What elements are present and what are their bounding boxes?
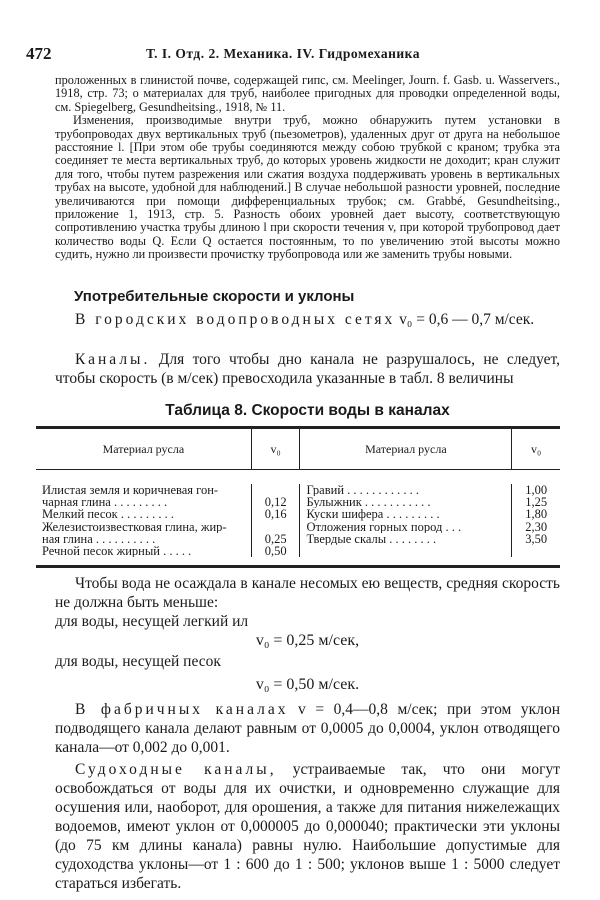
left-value-column	[252, 484, 301, 557]
canals-lead: Каналы.	[75, 351, 151, 368]
small-paragraph-1: проложенных в глинистой почве, содержащей гипс, см. Meelinger, Journ. f. Gasb. u. Wasservers., 1918, стр. 73; о материалах для труб, наиболее пригодных для проводки определенной воды, см. Spiegelberg, Gesundheitsing., 1918, № 11.	[55, 73, 560, 114]
canals-text: Для того чтобы дно канала не разрушалось, не следует, чтобы скорость (в м/сек) превосходила указанные в табл. 8 величины	[55, 351, 560, 387]
table-cell: 1,80	[525, 508, 548, 521]
table-cell: Куски шифера . . . . . . . . .	[306, 508, 440, 521]
paragraph-city-networks	[55, 310, 560, 329]
table-cell	[300, 545, 511, 557]
header-v0-left: v₀	[252, 429, 301, 469]
paragraph-navigable-canals	[55, 760, 560, 893]
table-cell: Железистоизвестковая глина, жир-	[42, 520, 227, 533]
factory-lead: В фабричных каналах	[75, 701, 289, 718]
table-cell: 1,25	[525, 496, 548, 509]
small-paragraph-2: Изменения, производимые внутри труб, можно обнаружить путем установки в трубопроводах двух вертикальных труб (пьезометров), удаленных друг от друга на небольшое расстояние l. [При этом обе трубы соединяются между собою трубкой с краном; трубка эта соединяет те места вертикальных труб, до которых уровень жидкости не доходит; кран служит для того, чтобы путем разрежения или сжатия воздуха поддерживать уровень в вертикальных трубах на высоте, удобной для наблюдений.] В случае небольшой разности уровней, последние увеличиваются при помощи дифференциальных трубок; см. Grabbé, Gesundheitsing., приложение 1, 1913, стр. 5. Разность обоих уровней дает высоту, соответствующую сопротивлению участка трубы длиною l при скорости течения v, при которой трубопровод дает количество воды Q. Если Q остается постоянным, то по увеличению этой высоты можно судить, нужно ли произвести прочистку трубопровода или же заменить трубы новыми.	[55, 113, 560, 262]
table-cell	[252, 484, 300, 496]
table-cell: 1,00	[525, 484, 548, 497]
header-material-left: Материал русла	[36, 429, 252, 469]
header-v0-right: v₀	[531, 441, 542, 456]
table-cell: Илистая земля и коричневая гон-	[42, 484, 219, 497]
left-material-column	[36, 484, 252, 557]
table-cell: Речной песок жирный . . . . .	[42, 544, 192, 558]
table-header-row	[36, 429, 560, 470]
formula-light-silt: v₀ = 0,25 м/сек,	[255, 632, 360, 649]
paragraph-settling	[55, 574, 560, 631]
table-cell	[252, 521, 300, 533]
paragraph-canals	[55, 350, 560, 388]
right-material-column	[300, 484, 512, 557]
paragraph-sand	[55, 652, 560, 671]
table-cell: Булыжник . . . . . . . . . . .	[306, 496, 431, 509]
city-values: v₀ = 0,6 — 0,7 м/сек.	[399, 311, 535, 328]
table-cell: Гравий . . . . . . . . . . . .	[306, 484, 420, 497]
table-cell: чарная глина . . . . . . . . .	[42, 496, 168, 509]
navigable-lead: Судоходные каналы,	[75, 761, 277, 778]
table-cell: 0,12	[264, 496, 287, 509]
factory-text: v = 0,4—0,8 м/сек; при этом уклон подводящего канала делают равным от 0,0005 до 0,0004, уклон отводящего канала—от 0,002 до 0,001.	[55, 701, 560, 756]
formula-sand: v₀ = 0,50 м/сек.	[255, 676, 360, 693]
table-cell: Твердые скалы . . . . . . . .	[306, 532, 437, 545]
city-lead: В городских водопроводных сетях	[75, 311, 396, 328]
settling-light-silt: для воды, несущей легкий ил	[55, 613, 249, 630]
table-cell: 2,30	[525, 520, 548, 533]
table-cell: ная глина . . . . . . . . . .	[42, 532, 156, 545]
table-body	[36, 470, 560, 568]
table-cell: Отложения горных пород . . .	[306, 520, 462, 533]
table-cell	[512, 545, 560, 557]
table-cell: Мелкий песок . . . . . . . . .	[42, 508, 174, 521]
running-title: Т. I. Отд. 2. Механика. IV. Гидромеханика	[146, 46, 420, 61]
paragraph-factory-canals	[55, 700, 560, 757]
section-title: Употребительные скорости и уклоны	[74, 288, 355, 305]
table-cell: 0,16	[264, 508, 287, 521]
navigable-text: устраиваемые так, что они могут освобождаться от воды для их очистки, и одновременно служащие для осушения или, наоборот, для орошения, а также для питания нижележащих водоемов, имеют уклон от 0,000005 до 0,000040; практически эти уклоны (до 75 км длины канала) равны нулю. Наибольшие допустимые для судоходства уклоны—от 1 : 600 до 1 : 500; уклонов выше 1 : 5000 следует стараться избегать.	[55, 761, 560, 892]
settling-intro: Чтобы вода не осаждала в канале несомых ею веществ, средняя скорость не должна быть меньше:	[55, 575, 560, 611]
page-number: 472	[26, 44, 52, 63]
header-material-right: Материал русла	[300, 429, 512, 469]
settling-sand: для воды, несущей песок	[55, 653, 221, 670]
table-cell: 0,25	[264, 532, 287, 545]
small-print-block	[55, 74, 560, 262]
velocity-table	[36, 426, 560, 568]
right-value-column	[512, 484, 560, 557]
running-header	[26, 40, 556, 64]
table-title: Таблица 8. Скорости воды в каналах	[165, 402, 450, 419]
table-cell: 3,50	[525, 532, 548, 545]
table-cell: 0,50	[264, 544, 287, 558]
